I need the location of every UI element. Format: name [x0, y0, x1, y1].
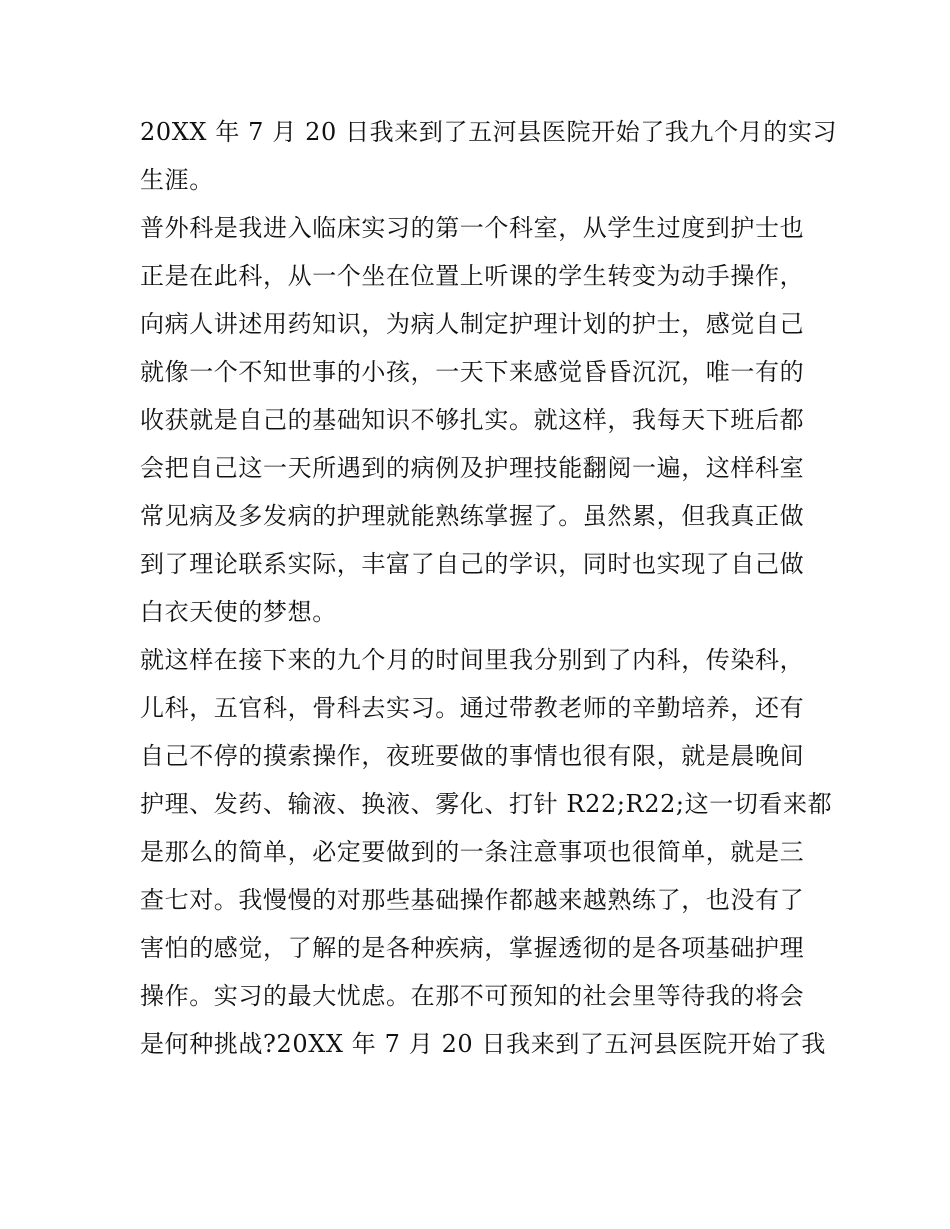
text-line: 普外科是我进入临床实习的第一个科室，从学生过度到护士也 — [140, 214, 805, 242]
text-line: 向病人讲述用药知识，为病人制定护理计划的护士，感觉自己 — [140, 310, 805, 338]
text-line: 正是在此科，从一个坐在位置上听课的学生转变为动手操作， — [140, 262, 805, 290]
text-line: 收获就是自己的基础知识不够扎实。就这样，我每天下班后都 — [140, 406, 805, 434]
text-line: 查七对。我慢慢的对那些基础操作都越来越熟练了，也没有了 — [140, 886, 805, 914]
text-line: 会把自己这一天所遇到的病例及护理技能翻阅一遍，这样科室 — [140, 454, 805, 482]
text-line: 操作。实习的最大忧虑。在那不可预知的社会里等待我的将会 — [140, 982, 805, 1010]
text-line: 常见病及多发病的护理就能熟练掌握了。虽然累，但我真正做 — [140, 502, 805, 530]
text-line: 是何种挑战?20XX 年 7 月 20 日我来到了五河县医院开始了我 — [140, 1030, 826, 1058]
text-line: 20XX 年 7 月 20 日我来到了五河县医院开始了我九个月的实习 — [140, 118, 838, 146]
text-line: 儿科，五官科，骨科去实习。通过带教老师的辛勤培养，还有 — [140, 694, 805, 722]
document-body — [140, 108, 838, 1068]
text-line: 就像一个不知世事的小孩，一天下来感觉昏昏沉沉，唯一有的 — [140, 358, 805, 386]
text-line: 害怕的感觉，了解的是各种疾病，掌握透彻的是各项基础护理 — [140, 934, 805, 962]
text-line: 是那么的简单，必定要做到的一条注意事项也很简单，就是三 — [140, 838, 805, 866]
text-line: 白衣天使的梦想。 — [140, 598, 337, 626]
text-line: 护理、发药、输液、换液、雾化、打针 R22;R22;这一切看来都 — [140, 790, 833, 818]
text-line: 就这样在接下来的九个月的时间里我分别到了内科，传染科， — [140, 646, 805, 674]
text-line: 到了理论联系实际，丰富了自己的学识，同时也实现了自己做 — [140, 550, 805, 578]
text-line: 生涯。 — [140, 166, 214, 194]
text-line: 自己不停的摸索操作，夜班要做的事情也很有限，就是晨晚间 — [140, 742, 805, 770]
